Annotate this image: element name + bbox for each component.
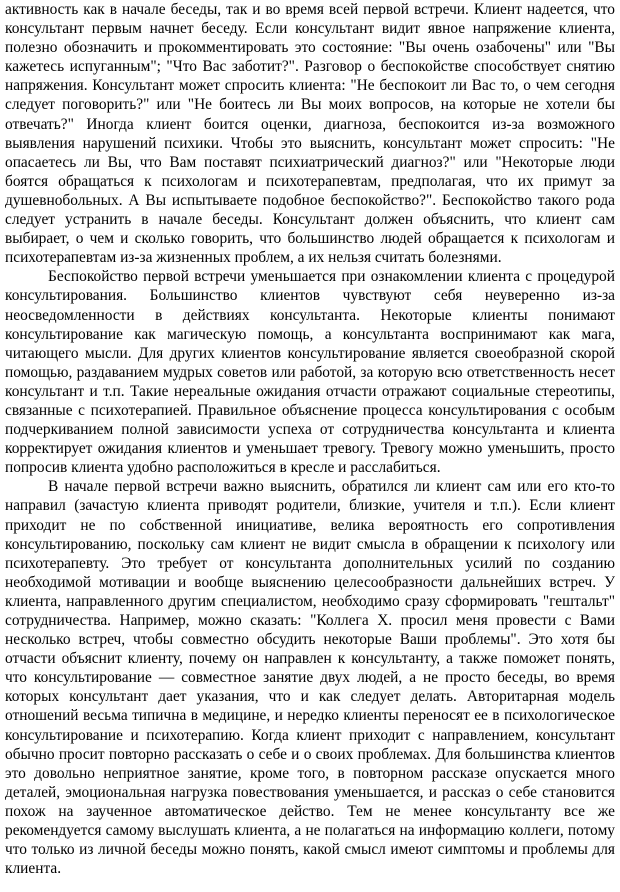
paragraph-1: активность как в начале беседы, так и во время всей первой встречи. Клиент надеется, что консультант первым начнет беседу. Если консультант видит явное напряжение клиента, полезно обозначить и прокомментировать это состояние: "Вы очень озабочены" или "Вы кажетесь испуганным"; "Что Вас заботит?". Разговор о беспокойстве способствует снятию напряжения. Консультант может спросить клиента: "Не беспокоит ли Вас то, о чем сегодня следует поговорить?" или "Не боитесь ли Вы моих вопросов, на которые не хотели бы отвечать?" Иногда клиент боится оценки, диагноза, беспокоится из-за возможного выявления нарушений психики. Чтобы это выяснить, консультант может спросить: "Не опасаетесь ли Вы, что Вам поставят психиатрический диагноз?" или "Некоторые люди боятся обращаться к психологам и психотерапевтам, предполагая, что их примут за душевнобольных. А Вы испытываете подобное беспокойство?". Беспокойство такого рода следует устранить в начале беседы. Консультант должен объяснить, что клиент сам выбирает, о чем и сколько говорить, что большинство людей обращается к психологам и психотерапевтам из-за жизненных проблем, а их нельзя считать болезнями. [5, 1, 615, 267]
paragraph-2: Беспокойство первой встречи уменьшается при ознакомлении клиента с процедурой консультирования. Большинство клиентов чувствуют себя неуверенно из-за неосведомленности в действиях консультанта. Некоторые клиенты понимают консультирование как магическую помощь, а консультанта воспринимают как мага, читающего мысли. Для других клиентов консультирование является своеобразной скорой помощью, раздаванием мудрых советов или работой, за которую всю ответственность несет консультант и т.п. Такие нереальные ожидания отчасти отражают социальные стереотипы, связанные с психотерапией. Правильное объяснение процесса консультирования с особым подчеркиванием полной зависимости успеха от сотрудничества консультанта и клиента корректирует ожидания клиентов и уменьшает тревогу. Тревогу можно уменьшить, просто попросив клиента удобно расположиться в кресле и расслабиться. [5, 268, 615, 477]
paragraph-3: В начале первой встречи важно выяснить, обратился ли клиент сам или его кто-то направил (зачастую клиента приводят родители, близкие, учителя и т.п.). Если клиент приходит не по собственной инициативе, велика вероятность его сопротивления консультированию, поскольку сам клиент не видит смысла в обращении к психологу или психотерапевту. Это требует от консультанта дополнительных усилий по созданию необходимой мотивации и вообще выяснению целесообразности дальнейших встреч. У клиента, направленного другим специалистом, необходимо сразу сформировать "гештальт" сотрудничества. Например, можно сказать: "Коллега X. просил меня провести с Вами несколько встреч, чтобы совместно обсудить некоторые Ваши проблемы". Это хотя бы отчасти объяснит клиенту, почему он направлен к консультанту, а также поможет понять, что консультирование — совместное занятие двух людей, а не просто беседы, во время которых консультант дает указания, что и как следует делать. Авторитарная модель отношений весьма типична в медицине, и нередко клиенты переносят ее в психологическое консультирование и психотерапию. Когда клиент приходит с направлением, консультант обычно просит повторно рассказать о себе и о своих проблемах. Для большинства клиентов это довольно неприятное занятие, кроме того, в повторном рассказе опускается много деталей, эмоциональная нагрузка повествования уменьшается, и рассказ о себе становится похож на заученное автоматическое действо. Тем не менее консультанту все же рекомендуется самому выслушать клиента, а не полагаться на информацию коллеги, потому что только из личной беседы можно понять, какой смысл имеют симптомы и проблемы для клиента. [5, 478, 615, 878]
